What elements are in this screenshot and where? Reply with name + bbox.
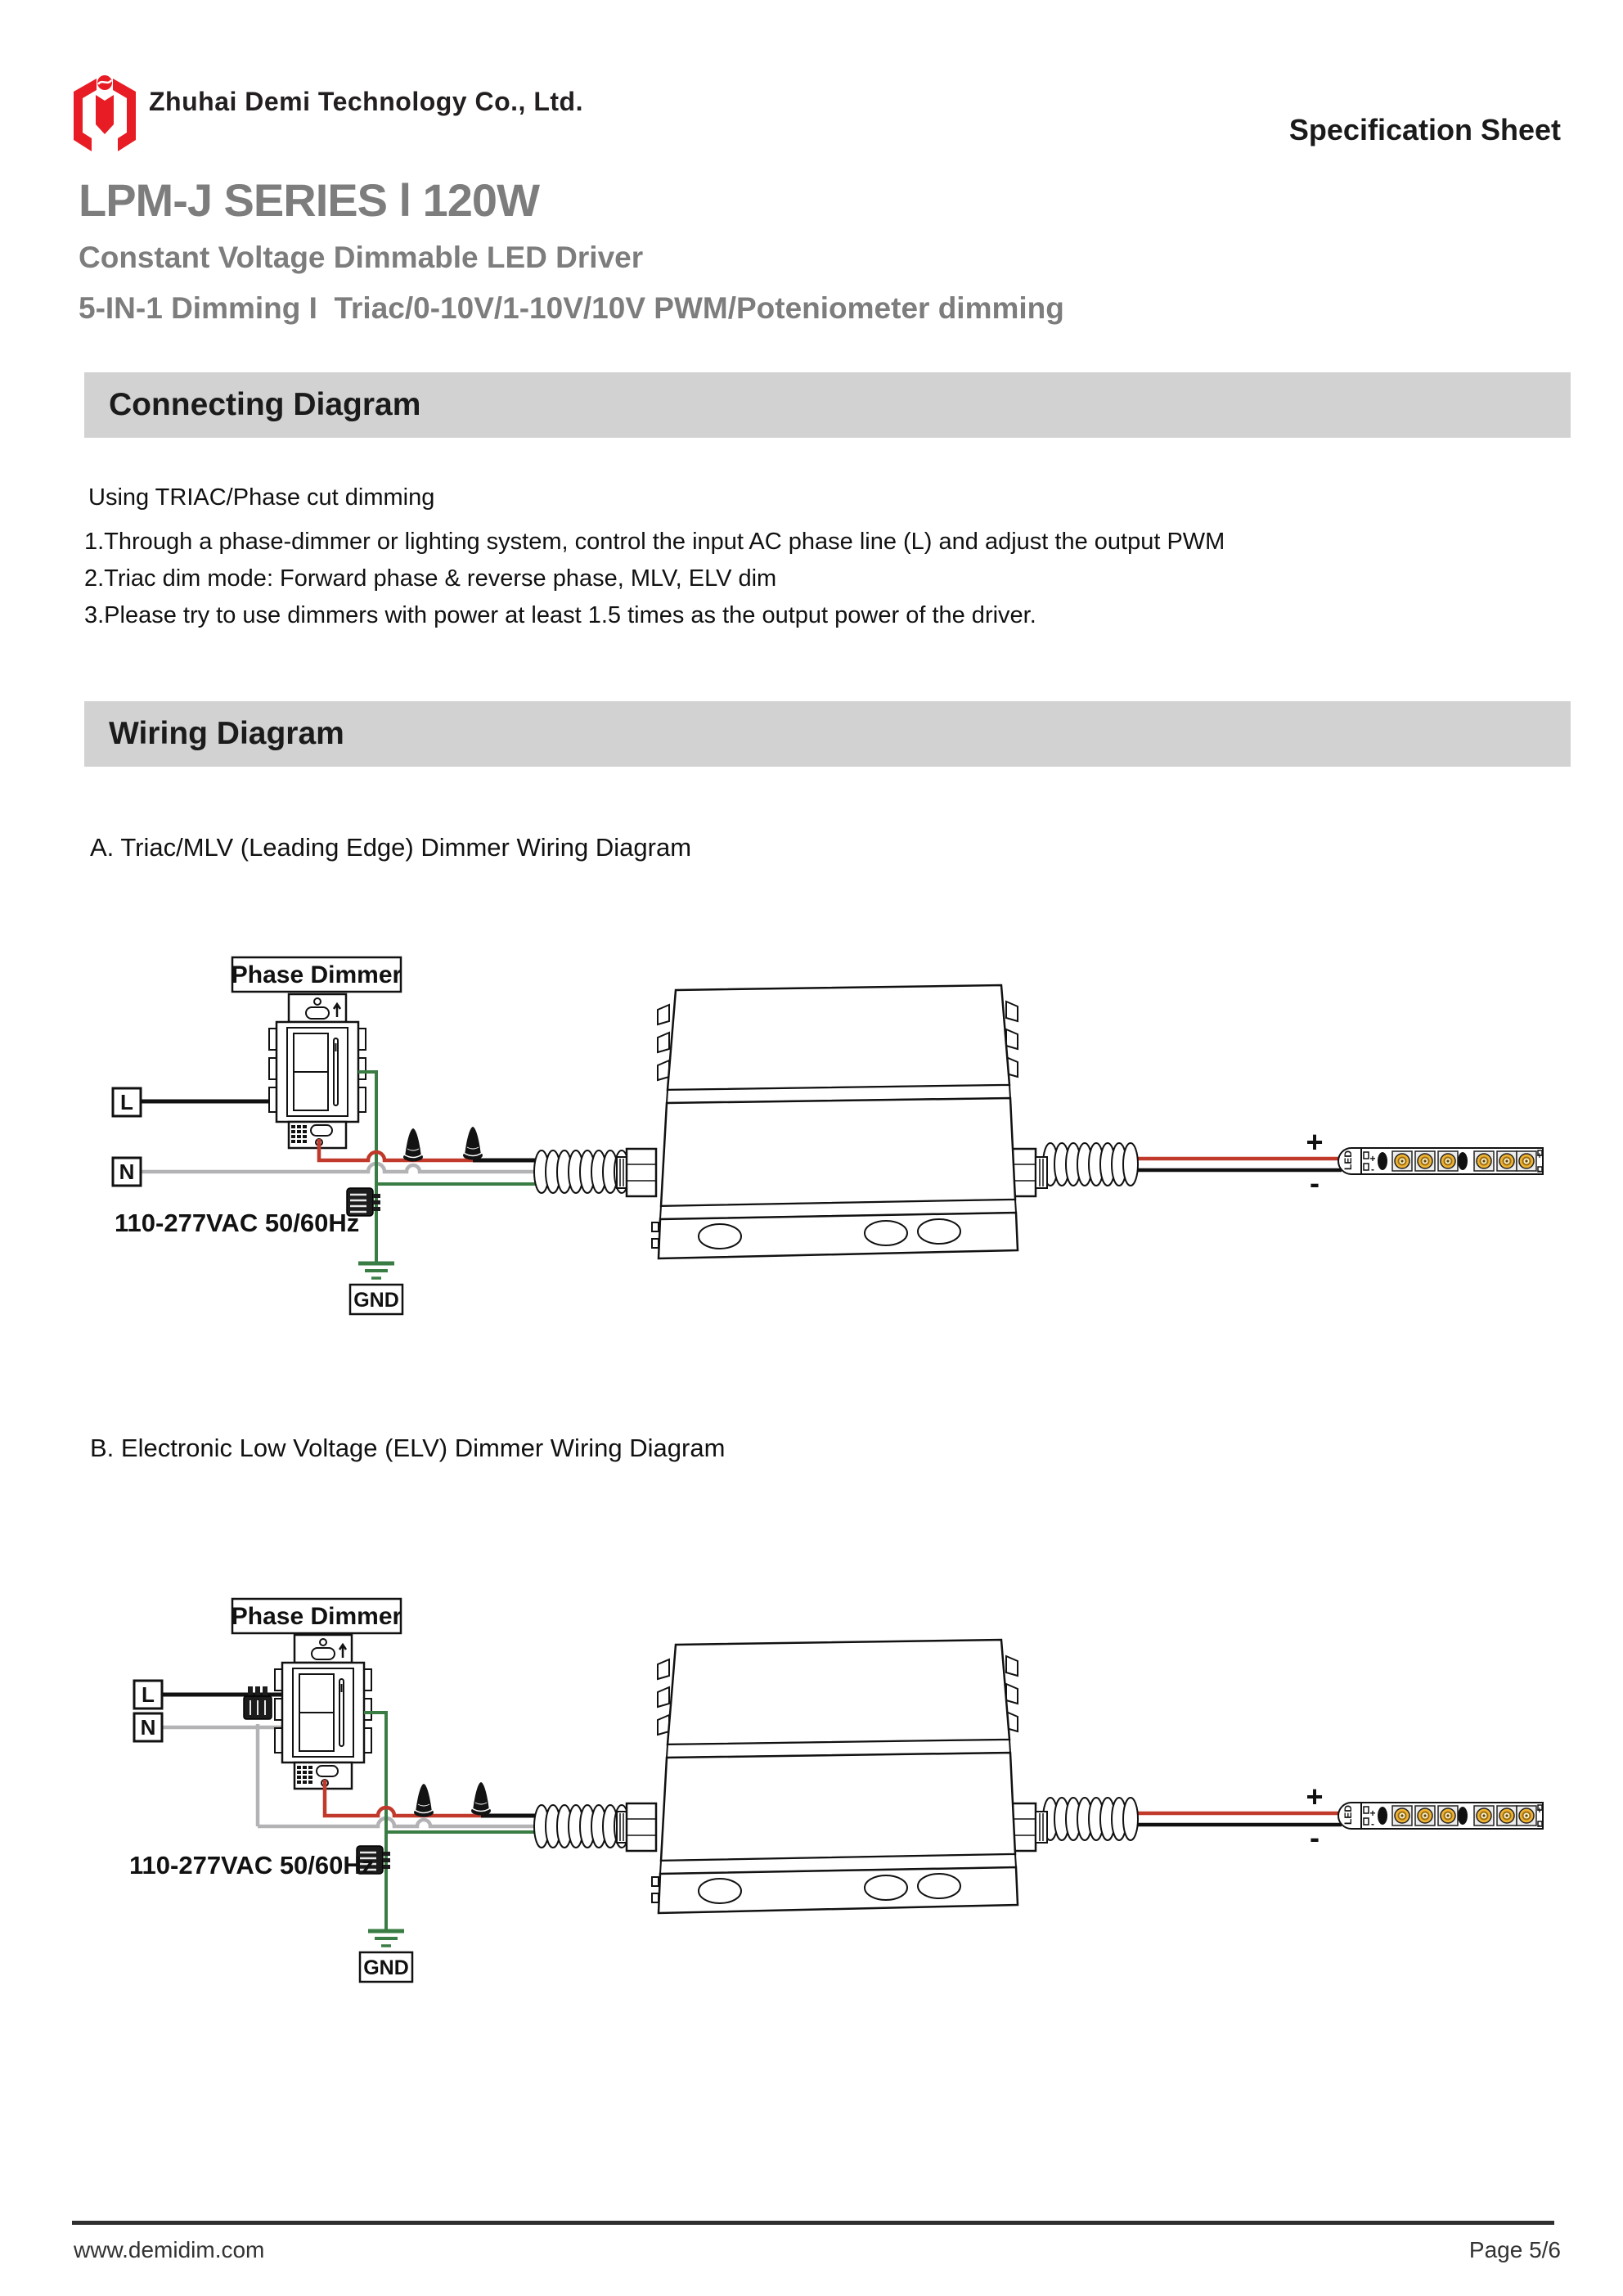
strip-plus-left: + xyxy=(1369,1808,1376,1819)
wiring-diagram-b xyxy=(0,1587,1623,2046)
product-dimming-line: 5-IN-1 Dimming I Triac/0-10V/1-10V/10V PWM/Poteniometer dimming xyxy=(79,291,1064,325)
led-driver xyxy=(617,1640,1047,1913)
diagram-a-caption: A. Triac/MLV (Leading Edge) Dimmer Wiring Diagram xyxy=(90,833,692,862)
l-label: L xyxy=(120,1090,133,1114)
phase-dimmer-label: Phase Dimmer xyxy=(231,1603,402,1630)
output-plus-label: + xyxy=(1306,1125,1324,1159)
connecting-intro: Using TRIAC/Phase cut dimming xyxy=(88,484,435,511)
company-name: Zhuhai Demi Technology Co., Ltd. xyxy=(149,87,583,116)
sheet-title: Specification Sheet xyxy=(1288,113,1561,146)
strip-minus-left: - xyxy=(1371,1818,1374,1830)
ground-symbol-icon xyxy=(358,1263,394,1278)
footer-divider xyxy=(72,2221,1554,2225)
output-conduit xyxy=(1043,1143,1138,1186)
led-strip-label: LED xyxy=(1342,1805,1354,1825)
n-label: N xyxy=(140,1715,156,1740)
section-heading-connecting: Connecting Diagram xyxy=(109,387,421,422)
note-1: 1.Through a phase-dimmer or lighting system, control the input AC phase line (L) and adjust the output PWM xyxy=(84,529,1225,555)
ground-symbol-icon xyxy=(368,1931,404,1946)
strip-minus-left: - xyxy=(1371,1164,1374,1175)
footer-page-number: Page 5/6 xyxy=(1468,2237,1561,2262)
strip-plus-right: + xyxy=(1536,1151,1543,1161)
product-series-title: LPM-J SERIES l 120W xyxy=(79,174,539,226)
gnd-label: GND xyxy=(363,1956,409,1979)
strip-minus-right: - xyxy=(1538,1821,1541,1830)
footer-website: www.demidim.com xyxy=(74,2237,265,2262)
product-subtitle: Constant Voltage Dimmable LED Driver xyxy=(79,241,644,274)
led-driver xyxy=(617,985,1047,1258)
input-conduit xyxy=(534,1150,629,1193)
section-banner-connecting xyxy=(84,372,1571,438)
neutral-wire xyxy=(139,1164,556,1172)
connecting-notes xyxy=(84,524,1225,634)
company-logo xyxy=(72,74,137,154)
wiring-diagram-a xyxy=(0,933,1623,1358)
gnd-label: GND xyxy=(353,1289,399,1312)
line-tap-connector xyxy=(244,1686,272,1719)
input-conduit xyxy=(534,1805,629,1848)
diagram-b-caption: B. Electronic Low Voltage (ELV) Dimmer Wiring Diagram xyxy=(90,1434,726,1462)
section-heading-wiring: Wiring Diagram xyxy=(109,716,344,751)
strip-plus-left: + xyxy=(1369,1153,1376,1164)
wire-nut xyxy=(414,1784,434,1817)
output-plus-label: + xyxy=(1306,1780,1324,1813)
strip-plus-right: + xyxy=(1536,1806,1543,1816)
wire-nut xyxy=(471,1782,491,1816)
note-3: 3.Please try to use dimmers with power at least 1.5 times as the output power of the driver. xyxy=(84,602,1036,628)
wire-nut xyxy=(463,1127,483,1160)
voltage-label: 110-277VAC 50/60Hz xyxy=(115,1209,360,1237)
phase-dimmer-device xyxy=(275,1635,371,1789)
l-label: L xyxy=(142,1682,155,1707)
ground-wire xyxy=(358,1072,556,1263)
phase-dimmer-label: Phase Dimmer xyxy=(231,961,402,988)
strip-minus-right: - xyxy=(1538,1166,1541,1176)
n-label: N xyxy=(119,1159,135,1184)
output-conduit xyxy=(1043,1798,1138,1840)
note-2: 2.Triac dim mode: Forward phase & reverse phase, MLV, ELV dim xyxy=(84,565,777,592)
wire-nut xyxy=(403,1128,423,1162)
led-strip-label: LED xyxy=(1342,1150,1354,1170)
phase-dimmer-device xyxy=(269,994,366,1148)
section-banner-wiring xyxy=(84,701,1571,767)
output-minus-label: - xyxy=(1310,1821,1320,1854)
output-minus-label: - xyxy=(1310,1166,1320,1200)
voltage-label: 110-277VAC 50/60Hz xyxy=(129,1851,375,1880)
